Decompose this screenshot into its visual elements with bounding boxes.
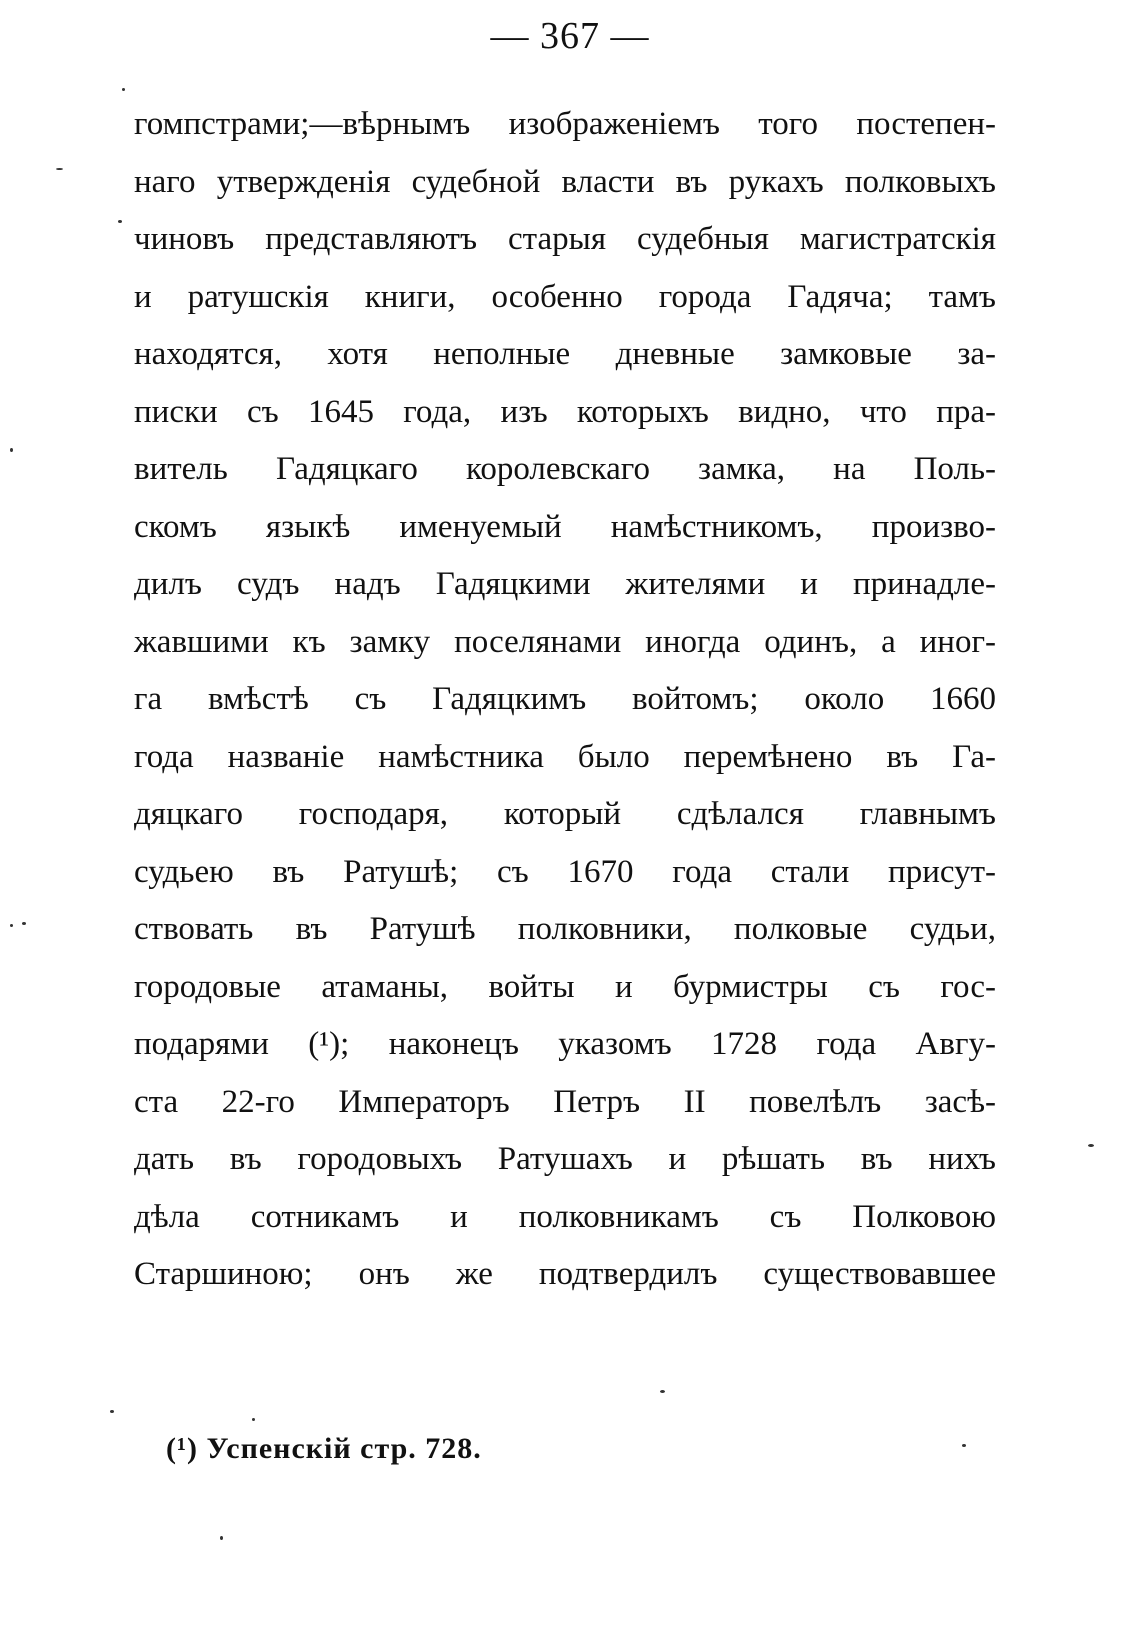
text-line: и ратушскія книги, особенно города Гадяча; тамъ: [134, 278, 996, 315]
text-line: подарями (¹); наконецъ указомъ 1728 года Авгу-: [134, 1026, 996, 1062]
text-line: скомъ языкѣ именуемый намѣстникомъ, произво-: [134, 508, 996, 545]
text-line: га вмѣстѣ съ Гадяцкимъ войтомъ; около 1660: [134, 681, 996, 717]
text-line: дѣла сотникамъ и полковникамъ съ Полковою: [134, 1198, 996, 1235]
scan-speck: [220, 1536, 223, 1540]
scan-speck: [252, 1418, 255, 1421]
scan-speck: [962, 1444, 966, 1447]
text-line: находятся, хотя неполные дневные замковые за-: [134, 336, 996, 372]
scan-speck: [22, 922, 26, 925]
scan-speck: [118, 220, 122, 223]
text-line: ствовать въ Ратушѣ полковники, полковые судьи,: [134, 911, 996, 947]
text-line: дилъ судъ надъ Гадяцкими жителями и принадле-: [134, 566, 996, 602]
text-line: Старшиною; онъ же подтвердилъ существовавшее: [134, 1256, 996, 1292]
scan-speck: [1088, 1144, 1094, 1147]
text-line: витель Гадяцкаго королевскаго замка, на Поль-: [134, 451, 996, 487]
footnote: (¹) Успенскій стр. 728.: [166, 1432, 482, 1465]
text-line: городовые атаманы, войты и бурмистры съ гос-: [134, 968, 996, 1005]
text-line: писки съ 1645 года, изъ которыхъ видно, что пра-: [134, 393, 996, 430]
scan-speck: [122, 88, 125, 91]
scan-speck: [110, 1410, 114, 1413]
text-line: жавшими къ замку поселянами иногда одинъ, а иног-: [134, 623, 996, 660]
text-line: дяцкаго господаря, который сдѣлался главнымъ: [134, 796, 996, 832]
body-text: [134, 96, 996, 1304]
scan-speck: [56, 168, 63, 170]
text-line: года названіе намѣстника было перемѣнено въ Га-: [134, 738, 996, 775]
text-line: ста 22-го Императоръ Петръ II повелѣлъ засѣ-: [134, 1083, 996, 1120]
text-line: наго утвержденія судебной власти въ рукахъ полковыхъ: [134, 163, 996, 200]
text-line: гомпстрами;—вѣрнымъ изображеніемъ того постепен-: [134, 106, 996, 142]
text-line: чиновъ представляютъ старыя судебныя магистратскія: [134, 221, 996, 257]
scan-speck: [660, 1390, 665, 1393]
text-line: судьею въ Ратушѣ; съ 1670 года стали присут-: [134, 853, 996, 890]
scan-speck: [10, 448, 13, 452]
text-line: дать въ городовыхъ Ратушахъ и рѣшать въ нихъ: [134, 1141, 996, 1177]
scan-speck: [10, 924, 13, 927]
page-number: — 367 —: [490, 15, 650, 57]
